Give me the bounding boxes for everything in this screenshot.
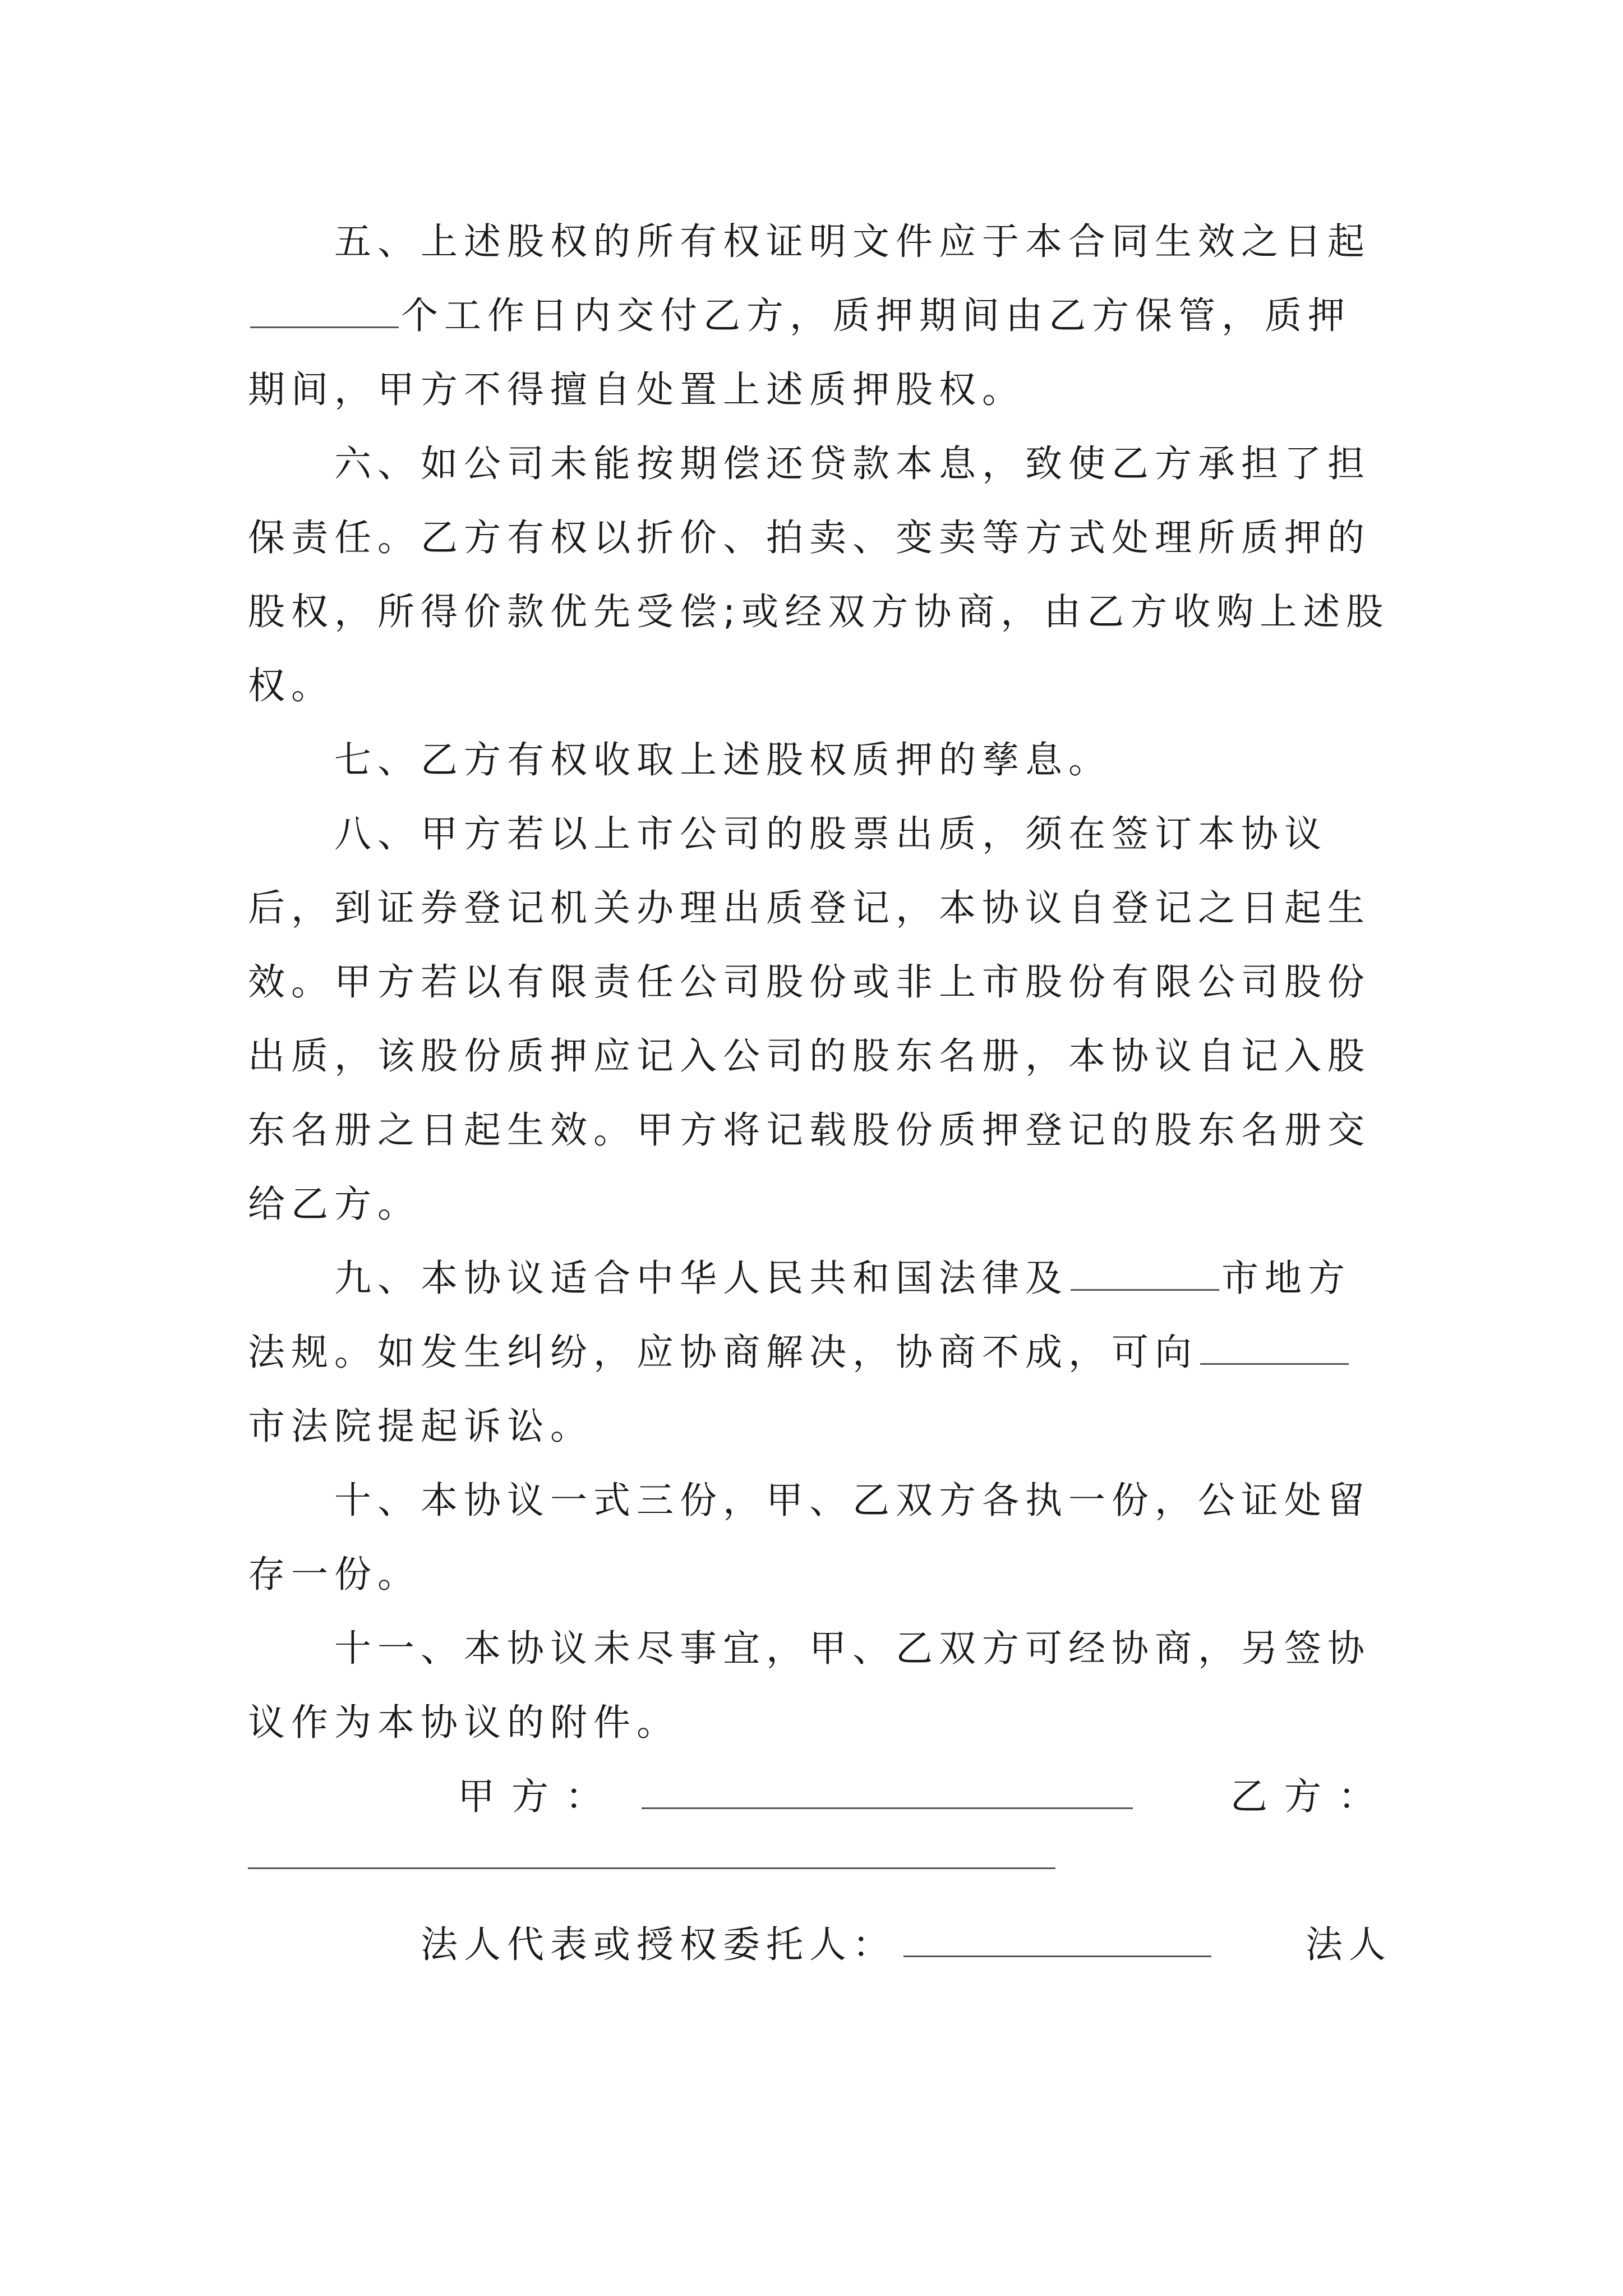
clause-5-text-after: 个工作日内交付乙方，质押期间由乙方保管，质押期间，甲方不得擅自处置上述质押股权。 (248, 294, 1351, 411)
clause-8: 八、甲方若以上市公司的股票出质，须在签订本协议后，到证券登记机关办理出质登记，本协议自登记之日起生效。甲方若以有限责任公司股份或非上市股份有限公司股份出质，该股份质押应记入公司的股东名册，本协议自记入股东名册之日起生效。甲方将记载股份质押登记的股东名册交给乙方。 (248, 812, 1371, 1226)
party-b-label: 乙方： (1230, 1775, 1392, 1818)
contract-body (248, 205, 1392, 1982)
court-city-blank[interactable] (1200, 1324, 1349, 1365)
party-b-blank-line (248, 1834, 1392, 1908)
representative-line (248, 1908, 1392, 1982)
party-b-blank[interactable] (248, 1867, 1055, 1869)
party-a-label: 甲方： (458, 1775, 619, 1818)
rep-tail: 法人 (1306, 1923, 1392, 1966)
clause-7: 七、乙方有权收取上述股权质押的孳息。 (334, 738, 1112, 781)
rep-label: 法人代表或授权委托人： (421, 1923, 896, 1966)
local-city-blank[interactable] (1071, 1250, 1219, 1291)
clause-9-text-2: 市地方法规。如发生纠纷，应协商解决，协商不成，可向 (248, 1257, 1351, 1374)
clause-9-text-3: 市法院提起诉讼。 (248, 1405, 593, 1448)
clause-6: 六、如公司未能按期偿还贷款本息，致使乙方承担了担保责任。乙方有权以折价、拍卖、变卖等方式处理所质押的股权，所得价款优先受偿;或经双方协商，由乙方收购上述股权。 (248, 442, 1390, 707)
clause-9-text-1: 九、本协议适合中华人民共和国法律及 (334, 1257, 1068, 1300)
clause-9 (248, 1241, 1392, 1464)
clause-11: 十一、本协议未尽事宜，甲、乙双方可经协商，另签协议作为本协议的附件。 (248, 1627, 1371, 1744)
clause-10: 十、本协议一式三份，甲、乙双方各执一份，公证处留存一份。 (248, 1479, 1371, 1596)
party-a-blank[interactable] (642, 1768, 1133, 1809)
rep-blank[interactable] (903, 1916, 1211, 1957)
party-signature-line (248, 1760, 1392, 1834)
clause-5 (248, 205, 1392, 427)
clause-5-text-before: 五、上述股权的所有权证明文件应于本合同生效之日起 (334, 220, 1371, 263)
workdays-blank[interactable] (250, 287, 399, 328)
